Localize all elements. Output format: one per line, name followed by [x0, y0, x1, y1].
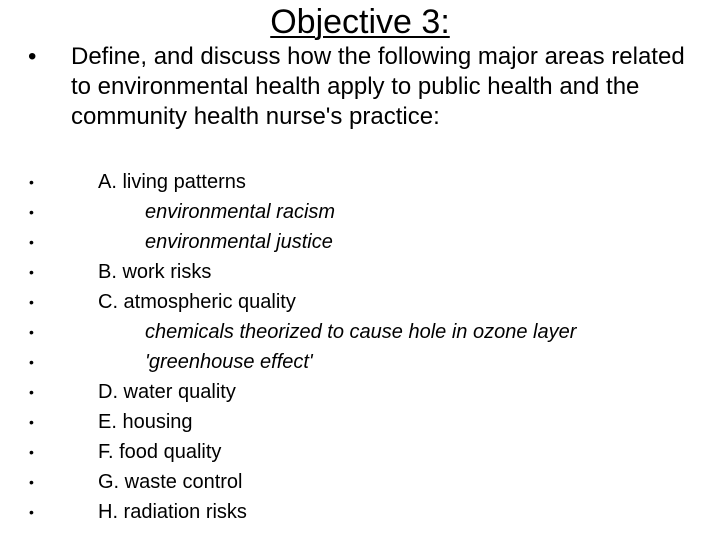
list-item	[0, 257, 720, 287]
list-item-text: 'greenhouse effect'	[145, 351, 313, 373]
bullet-icon: •	[29, 264, 34, 280]
bullet-icon: •	[29, 444, 34, 460]
bullet-icon: •	[29, 504, 34, 520]
list-item	[0, 467, 720, 497]
bullet-icon: •	[29, 414, 34, 430]
intro-text: Define, and discuss how the following major areas related to environmental health apply to public health and the community health nurse's practice:	[71, 43, 685, 130]
list-item-text: H. radiation risks	[98, 501, 247, 523]
bullet-icon: •	[29, 354, 34, 370]
list-item-text: B. work risks	[98, 261, 212, 283]
bullet-icon: •	[29, 474, 34, 490]
slide-title-text: Objective 3:	[270, 3, 450, 41]
list-item	[0, 197, 720, 227]
list-item	[0, 167, 720, 197]
bullet-icon: •	[29, 234, 34, 250]
list-item	[0, 497, 720, 527]
list-item-text: C. atmospheric quality	[98, 291, 296, 313]
bullet-icon: •	[29, 384, 34, 400]
bullet-icon: •	[29, 294, 34, 310]
list-item	[0, 227, 720, 257]
bullet-icon: •	[29, 324, 34, 340]
list-item-text: chemicals theorized to cause hole in ozone layer	[145, 321, 577, 343]
list-item-text: environmental racism	[145, 201, 336, 223]
bullet-icon: •	[29, 204, 34, 220]
intro-paragraph	[28, 42, 688, 132]
list-item	[0, 407, 720, 437]
list-item-text: E. housing	[98, 411, 193, 433]
bullet-icon: •	[28, 43, 37, 70]
list-item	[0, 317, 720, 347]
list-item	[0, 347, 720, 377]
list-item-text: G. waste control	[98, 471, 243, 493]
list-item-text: F. food quality	[98, 441, 222, 463]
item-list	[0, 167, 720, 527]
list-item-text: A. living patterns	[98, 171, 246, 193]
list-item	[0, 287, 720, 317]
list-item-text: D. water quality	[98, 381, 236, 403]
list-item	[0, 377, 720, 407]
bullet-icon: •	[29, 174, 34, 190]
list-item-text: environmental justice	[145, 231, 333, 253]
list-item	[0, 437, 720, 467]
slide-title	[0, 2, 720, 42]
